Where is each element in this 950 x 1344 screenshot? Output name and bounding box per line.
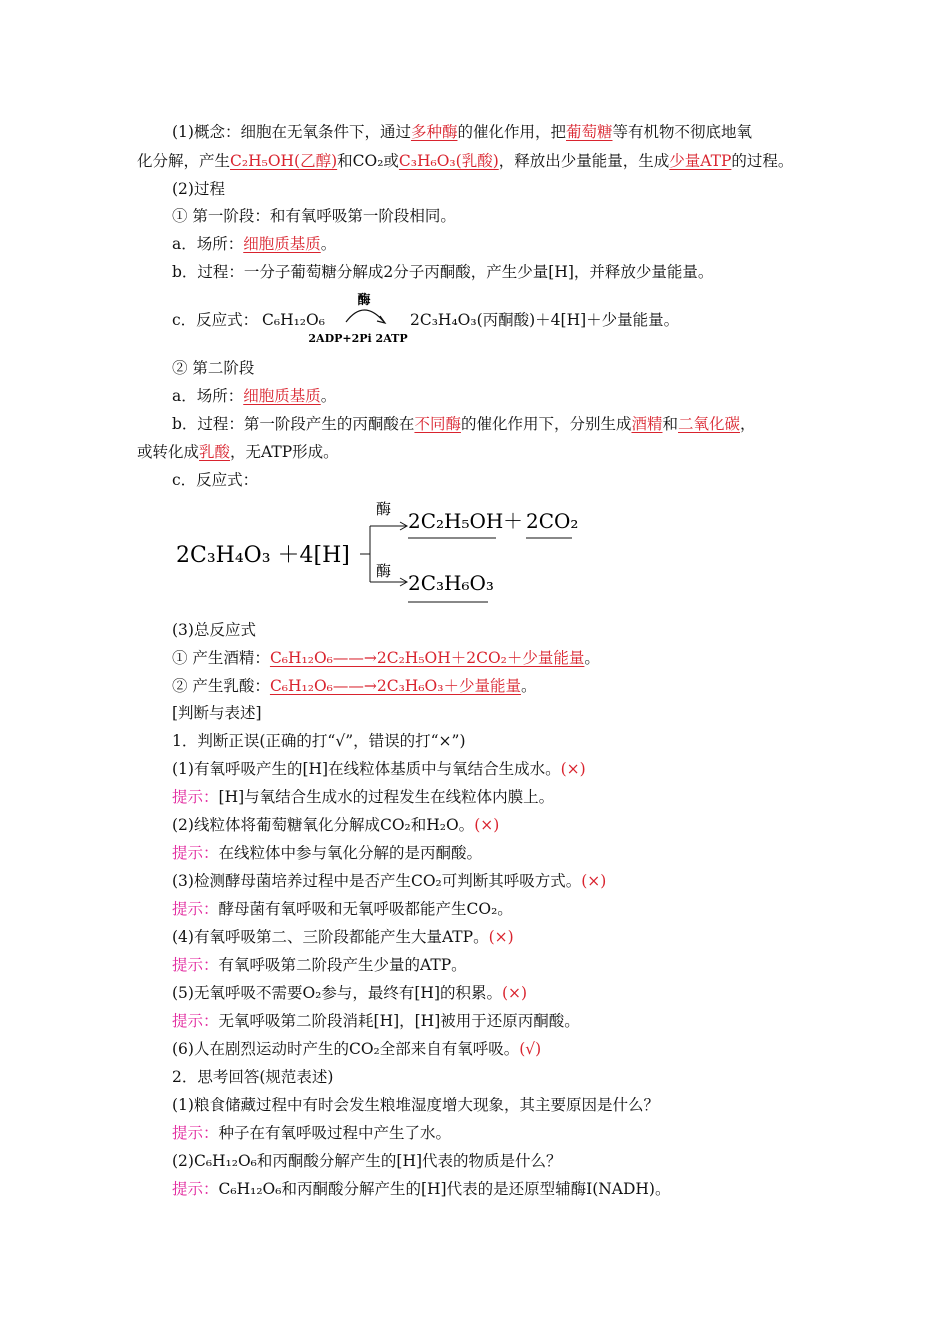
answer-blank: 乳酸 bbox=[199, 443, 231, 461]
question: (5)无氧呼吸不需要O₂参与，最终有[H]的积累。 bbox=[172, 984, 502, 1002]
answer-blank: 二氧化碳 bbox=[678, 415, 741, 433]
stage1-eq-right: 2C₃H₄O₃(丙酮酸)＋4[H]＋少量能量。 bbox=[410, 311, 680, 329]
judge-q2-title: 2．思考回答(规范表述) bbox=[172, 1068, 334, 1086]
text: b．过程：第一阶段产生的丙酮酸在 bbox=[172, 415, 415, 433]
stage2-title: ② 第二阶段 bbox=[172, 359, 255, 377]
label: ② 产生乳酸： bbox=[172, 677, 270, 695]
enzyme-label: 酶 bbox=[357, 293, 371, 308]
stage2-place bbox=[172, 386, 336, 406]
question: (6)人在剧烈运动时产生的CO₂全部来自有氧呼吸。 bbox=[172, 1040, 520, 1058]
section-title: (2)过程 bbox=[172, 180, 225, 198]
judge-q1-title: 1．判断正误(正确的打“√”，错误的打“×”) bbox=[172, 732, 466, 750]
answer-mark: (×) bbox=[560, 760, 586, 778]
judge-hint bbox=[172, 1011, 580, 1031]
answer-blank: C₆H₁₂O₆——→2C₂H₅OH＋2CO₂＋少量能量 bbox=[269, 649, 585, 667]
label: ① 产生酒精： bbox=[172, 649, 270, 667]
total-alcohol bbox=[172, 648, 600, 668]
concept-text: 和CO₂或 bbox=[337, 152, 399, 170]
concept-line-2 bbox=[137, 151, 793, 171]
punct: 。 bbox=[584, 649, 600, 667]
hint-text: 在线粒体中参与氧化分解的是丙酮酸。 bbox=[218, 844, 483, 862]
judge-item bbox=[172, 983, 527, 1003]
answer-blank: 葡萄糖 bbox=[566, 123, 613, 141]
answer-blank: 细胞质基质 bbox=[243, 235, 321, 253]
judge-hint bbox=[172, 843, 482, 863]
answer-mark: (×) bbox=[581, 872, 607, 890]
text: 和 bbox=[662, 415, 678, 433]
judge-item bbox=[172, 1039, 541, 1059]
enzyme-label-bottom: 酶 bbox=[376, 562, 392, 580]
answer-mark: (×) bbox=[488, 928, 514, 946]
concept-text: 的过程。 bbox=[731, 152, 794, 170]
judge-hint bbox=[172, 955, 467, 975]
answer-mark: (×) bbox=[474, 816, 500, 834]
question: (2)线粒体将葡萄糖氧化分解成CO₂和H₂O。 bbox=[172, 816, 475, 834]
answer-blank: C₆H₁₂O₆——→2C₃H₆O₃＋少量能量 bbox=[269, 677, 521, 695]
concept-text: 等有机物不彻底地氧 bbox=[612, 123, 753, 141]
product-co2: 2CO₂ bbox=[526, 509, 579, 533]
hint-label: 提示： bbox=[172, 900, 219, 918]
punct: 。 bbox=[520, 677, 537, 695]
judge-hint bbox=[172, 899, 513, 919]
punct: 。 bbox=[320, 235, 337, 253]
question: (4)有氧呼吸第二、三阶段都能产生大量ATP。 bbox=[172, 928, 489, 946]
judge-header: [判断与表述] bbox=[172, 704, 262, 722]
hint-text: 无氧呼吸第二阶段消耗[H]，[H]被用于还原丙酮酸。 bbox=[218, 1012, 580, 1030]
concept-text: ，释放出少量能量，生成 bbox=[498, 152, 670, 170]
stage1-eq-left: C₆H₁₂O₆ bbox=[262, 311, 325, 329]
think-hint bbox=[172, 1179, 670, 1199]
answer-blank: C₂H₅OH(乙醇) bbox=[230, 152, 338, 170]
concept-text: 的催化作用，把 bbox=[457, 123, 566, 141]
judge-hint bbox=[172, 787, 554, 807]
hint-text: 种子在有氧呼吸过程中产生了水。 bbox=[218, 1124, 452, 1142]
enzyme-label-top: 酶 bbox=[376, 500, 392, 518]
hint-text: 酵母菌有氧呼吸和无氧呼吸都能产生CO₂。 bbox=[218, 900, 513, 918]
hint-label: 提示： bbox=[172, 1012, 219, 1030]
punct: 。 bbox=[320, 387, 337, 405]
answer-blank: 少量ATP bbox=[669, 152, 732, 170]
hint-text: 有氧呼吸第二阶段产生少量的ATP。 bbox=[218, 956, 467, 974]
hint-text: [H]与氧结合生成水的过程发生在线粒体内膜上。 bbox=[218, 788, 555, 806]
answer-mark: (√) bbox=[519, 1040, 542, 1058]
hint-label: 提示： bbox=[172, 1124, 219, 1142]
answer-blank: 细胞质基质 bbox=[243, 387, 321, 405]
judge-item bbox=[172, 871, 606, 891]
text: 或转化成 bbox=[137, 443, 200, 461]
product-lactic: 2C₃H₆O₃ bbox=[408, 571, 494, 595]
product-ethanol: 2C₂H₅OH bbox=[408, 509, 504, 533]
total-title: (3)总反应式 bbox=[172, 621, 256, 639]
answer-blank: 不同酶 bbox=[414, 415, 461, 433]
hint-label: 提示： bbox=[172, 844, 219, 862]
question: (3)检测酵母菌培养过程中是否产生CO₂可判断其呼吸方式。 bbox=[172, 872, 582, 890]
hint-label: 提示： bbox=[172, 788, 219, 806]
text: 的催化作用下，分别生成 bbox=[460, 415, 632, 433]
stage1-process: b．过程：一分子葡萄糖分解成2分子丙酮酸，产生少量[H]，并释放少量能量。 bbox=[172, 263, 714, 281]
answer-blank: C₃H₆O₃(乳酸) bbox=[398, 152, 499, 170]
hint-label: 提示： bbox=[172, 1180, 219, 1198]
atp-label: 2ADP+2Pi 2ATP bbox=[308, 332, 408, 345]
stage1-eq-label: c．反应式： bbox=[172, 311, 259, 329]
stage2-process-1 bbox=[172, 414, 756, 434]
stage2-eq-label: c．反应式： bbox=[172, 471, 259, 489]
stage1-eq-arrow bbox=[306, 290, 410, 348]
answer-blank: 多种酶 bbox=[410, 123, 458, 141]
stage1-title: ① 第一阶段：和有氧呼吸第一阶段相同。 bbox=[172, 207, 456, 225]
judge-item bbox=[172, 815, 499, 835]
concept-text: 化分解，产生 bbox=[137, 152, 231, 170]
answer-mark: (×) bbox=[502, 984, 528, 1002]
eq-left: 2C₃H₄O₃ ＋4[H] bbox=[176, 543, 350, 568]
stage2-branch-equation bbox=[170, 492, 600, 610]
hint-label: 提示： bbox=[172, 956, 219, 974]
text: ，无ATP形成。 bbox=[230, 443, 339, 461]
text: ， bbox=[740, 415, 756, 433]
label: a．场所： bbox=[172, 387, 244, 405]
concept-text: (1)概念：细胞在无氧条件下，通过 bbox=[172, 123, 411, 141]
think-question: (2)C₆H₁₂O₆和丙酮酸分解产生的[H]代表的物质是什么？ bbox=[172, 1152, 562, 1170]
hint-text: C₆H₁₂O₆和丙酮酸分解产生的[H]代表的是还原型辅酶Ⅰ(NADH)。 bbox=[218, 1180, 671, 1198]
judge-item bbox=[172, 927, 514, 947]
stage2-process-2 bbox=[137, 442, 339, 462]
label: a．场所： bbox=[172, 235, 244, 253]
concept-line-1 bbox=[172, 122, 752, 142]
think-hint bbox=[172, 1123, 451, 1143]
total-lactic bbox=[172, 676, 536, 696]
answer-blank: 酒精 bbox=[631, 415, 663, 433]
judge-item bbox=[172, 759, 586, 779]
plus: ＋ bbox=[503, 509, 523, 533]
question: (1)有氧呼吸产生的[H]在线粒体基质中与氧结合生成水。 bbox=[172, 760, 561, 778]
stage1-place bbox=[172, 234, 336, 254]
think-question: (1)粮食储藏过程中有时会发生粮堆湿度增大现象，其主要原因是什么？ bbox=[172, 1096, 659, 1114]
